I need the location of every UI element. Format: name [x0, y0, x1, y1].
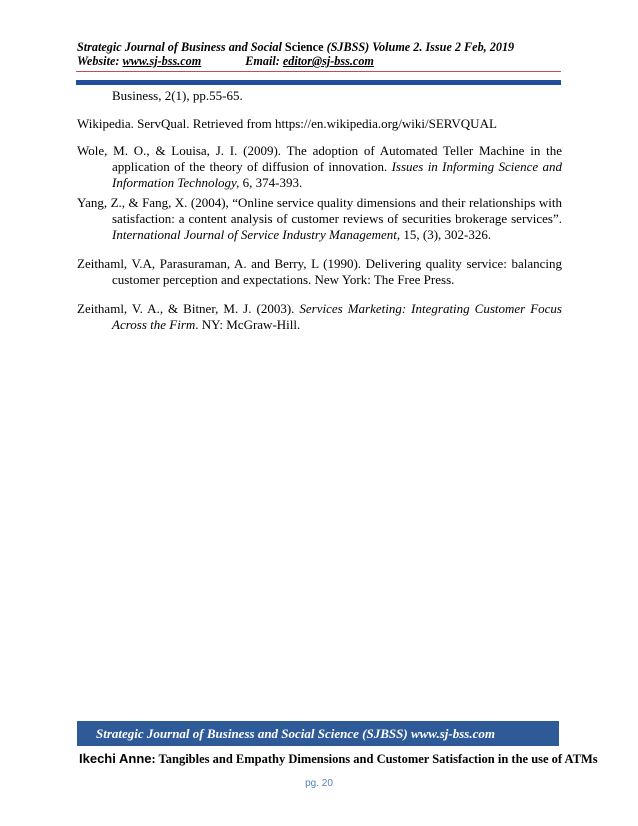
- header-red-rule: [76, 71, 561, 72]
- reference-yang: [77, 195, 562, 243]
- reference-wole: [77, 143, 562, 191]
- reference-zeithaml-2003-tail: . NY: McGraw-Hill.: [195, 317, 301, 332]
- journal-header-contact: [77, 54, 567, 68]
- reference-list: [77, 88, 562, 343]
- website-label: Website:: [77, 54, 123, 68]
- header-volume-issue: (SJBSS) Volume 2. Issue 2 Feb, 2019: [323, 40, 515, 54]
- reference-wole-text: Wole, M. O., & Louisa, J. I. (2009). The adoption of Automated Teller Machine in the application of the theory of diffusion of innovation.: [77, 143, 562, 174]
- header-science-word: Science: [281, 40, 324, 54]
- reference-zeithaml-2003-text: Zeithaml, V. A., & Bitner, M. J. (2003).: [77, 301, 300, 316]
- footer-article-title: : Tangibles and Empathy Dimensions and Customer Satisfaction in the use of ATMs: [151, 752, 598, 766]
- footer-author: Ikechi Anne: [79, 751, 152, 766]
- reference-yang-tail: , 15, (3), 302-326.: [396, 227, 492, 242]
- header-journal-name: Strategic Journal of Business and Social: [77, 40, 282, 54]
- reference-zeithaml-1990: [77, 256, 562, 288]
- website-link[interactable]: www.sj-bss.com: [122, 54, 202, 68]
- reference-continuation-text: Business, 2(1), pp.55-65.: [112, 88, 243, 103]
- email-link[interactable]: editor@sj-bss.com: [282, 54, 374, 68]
- page-number: pg. 20: [305, 778, 333, 789]
- reference-zeithaml-2003: [77, 301, 562, 333]
- header-blue-rule: [76, 80, 561, 85]
- footer-journal-band: Strategic Journal of Business and Social Science (SJBSS) www.sj-bss.com: [77, 721, 559, 746]
- reference-zeithaml-1990-text: Zeithaml, V.A, Parasuraman, A. and Berry, L (1990). Delivering quality service: balancing customer perception and expectations. New York: The Free Press.: [77, 256, 562, 287]
- journal-header-title: [77, 40, 567, 54]
- reference-zeithaml-2003-title: Services Marketing: Integrating Customer Focus Across the Firm: [112, 301, 562, 332]
- reference-wikipedia-text: Wikipedia. ServQual. Retrieved from https://en.wikipedia.org/wiki/SERVQUAL: [77, 116, 497, 131]
- reference-continuation: [77, 88, 562, 104]
- footer-article-line: [79, 752, 598, 766]
- reference-yang-journal: International Journal of Service Industry Management: [112, 227, 397, 242]
- reference-wole-journal: Issues in Informing Science and Information Technology,: [112, 159, 562, 190]
- reference-yang-text: Yang, Z., & Fang, X. (2004), “Online service quality dimensions and their relationships with satisfaction: a content analysis of customer reviews of securities brokerage services”.: [77, 195, 562, 226]
- reference-wole-tail: 6, 374-393.: [239, 175, 303, 190]
- email-label: Email:: [245, 54, 283, 68]
- reference-wikipedia: [77, 116, 562, 132]
